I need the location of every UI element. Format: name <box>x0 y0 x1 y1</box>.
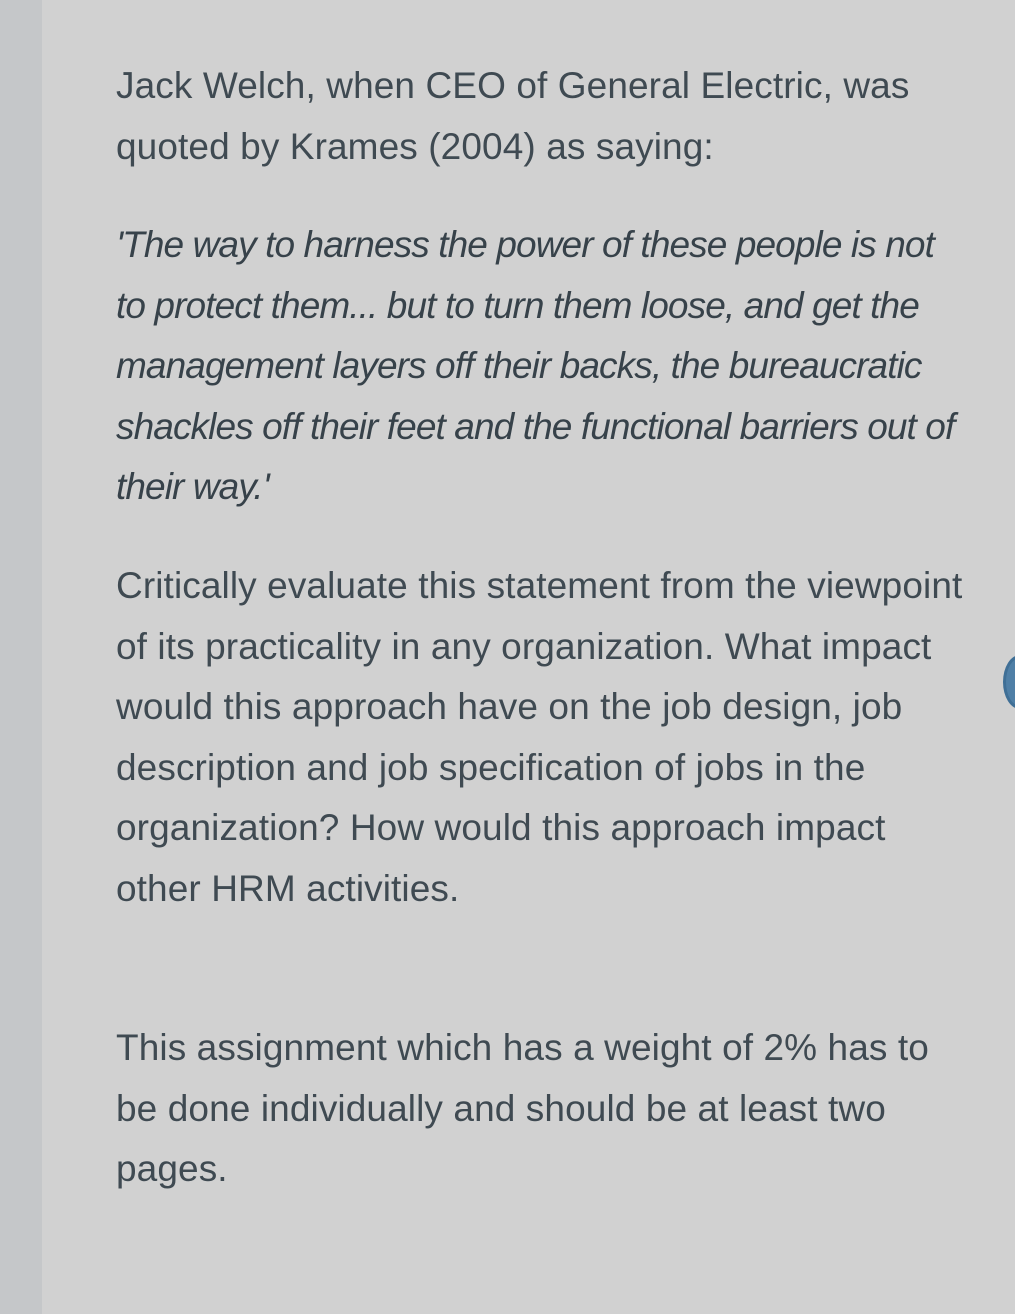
left-side-strip <box>0 0 42 1314</box>
task-paragraph: Critically evaluate this statement from the viewpoint of its practicality in any organization. What impact would this approach have on the job design, job description and job specification of jobs in the organization? How would this approach impact other HRM activities. <box>116 565 963 909</box>
intro-paragraph: Jack Welch, when CEO of General Electric, was quoted by Krames (2004) as saying: <box>116 65 910 167</box>
document-content <box>42 0 1015 1314</box>
scroll-handle[interactable] <box>1003 655 1015 709</box>
assignment-note-paragraph: This assignment which has a weight of 2% has to be done individually and should be at least two pages. <box>116 1027 929 1189</box>
quote-paragraph: 'The way to harness the power of these people is not to protect them... but to turn them loose, and get the management layers off their backs, the bureaucratic shackles off their feet and the functional barriers out of their way.' <box>116 224 955 507</box>
